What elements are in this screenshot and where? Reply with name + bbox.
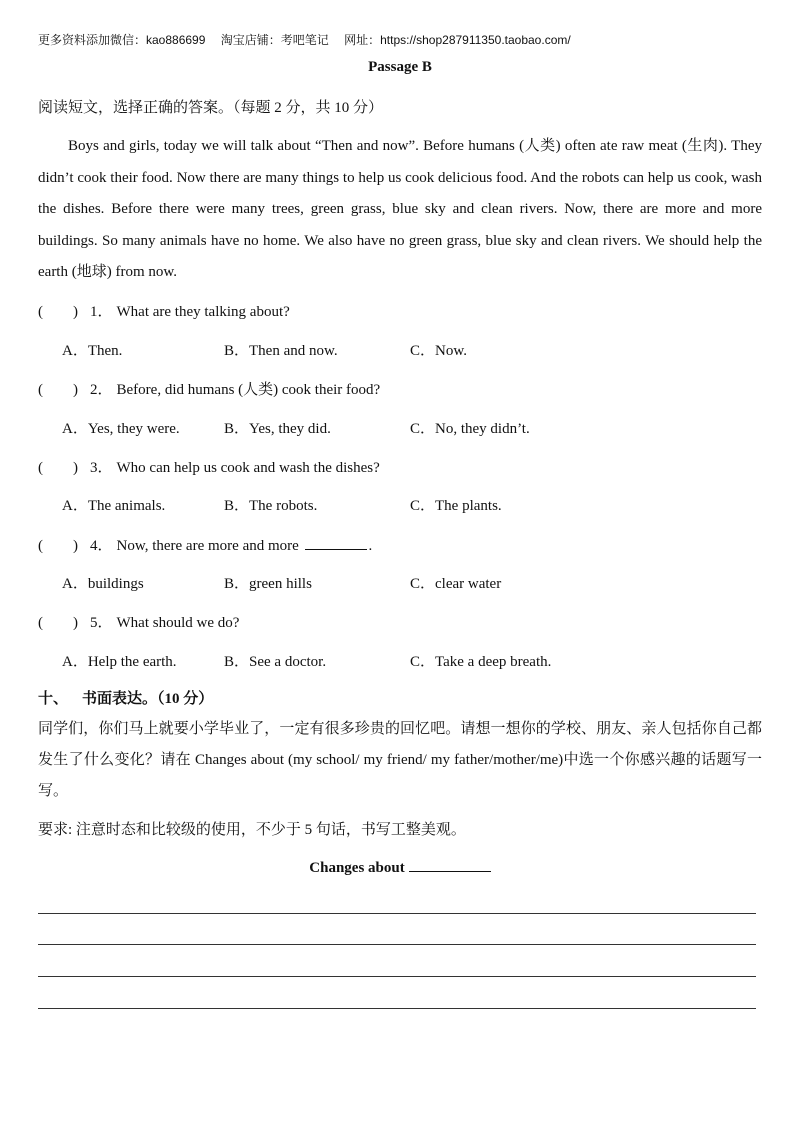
- question-number: 1．: [90, 304, 113, 320]
- writing-line[interactable]: [38, 1008, 756, 1009]
- option-b[interactable]: B．See a doctor.: [224, 654, 327, 670]
- answer-blank[interactable]: ( ): [38, 460, 78, 476]
- answer-blank[interactable]: ( ): [38, 382, 78, 398]
- question-text-end: .: [368, 538, 373, 554]
- writing-title: [0, 857, 800, 877]
- option-b[interactable]: B．Yes, they did.: [224, 421, 331, 437]
- question-3: [38, 456, 380, 477]
- option-c[interactable]: C．Now.: [410, 343, 467, 359]
- passage-body: Boys and girls, today we will talk about “Then and now”. Before humans (人类) often ate raw meat (生肉). They didn’t cook their food. Now there are many things to help us cook delicious food. And the robots can help us cook, wash the dishes. Before there were many trees, green grass, blue sky and clean rivers. Now, there are more and more buildings. So many animals have no home. We also have no green grass, blue sky and clean rivers. We should help the earth (地球) from now.: [38, 138, 762, 280]
- answer-blank[interactable]: ( ): [38, 304, 78, 320]
- question-number: 3．: [90, 460, 113, 476]
- question-2: [38, 378, 380, 399]
- option-c[interactable]: C．No, they didn’t.: [410, 421, 530, 437]
- header-contact: 更多资料添加微信：kao886699: [38, 33, 206, 47]
- title-blank[interactable]: [409, 857, 491, 872]
- passage-instruction: 阅读短文，选择正确的答案。（每题 2 分，共 10 分）: [38, 100, 384, 116]
- option-a[interactable]: A．Then.: [62, 343, 123, 359]
- writing-prompt: 同学们，你们马上就要小学毕业了，一定有很多珍贵的回忆吧。请想一想你的学校、朋友、亲人包括你自己都发生了什么变化？请在 Changes about (my school/ my friend/ my father/mother/me)中选一个你感兴趣的话题写一写。: [38, 721, 762, 799]
- question-text: Before, did humans (人类) cook their food?: [116, 382, 381, 398]
- writing-requirement: 要求: 注意时态和比较级的使用，不少于 5 句话，书写工整美观。: [38, 822, 466, 838]
- question-4: [38, 534, 372, 555]
- section-number: 十、: [38, 691, 69, 707]
- option-a[interactable]: A．buildings: [62, 576, 144, 592]
- fill-in-blank[interactable]: [305, 536, 367, 550]
- answer-blank[interactable]: ( ): [38, 615, 78, 631]
- passage-title: Passage B: [368, 59, 432, 75]
- question-number: 2．: [90, 382, 113, 398]
- option-a[interactable]: A．The animals.: [62, 498, 166, 514]
- writing-title-text: Changes about: [309, 860, 405, 876]
- answer-blank[interactable]: ( ): [38, 538, 78, 554]
- option-b[interactable]: B．The robots.: [224, 498, 318, 514]
- page-header: [38, 31, 583, 48]
- question-text: What are they talking about?: [116, 304, 290, 320]
- question-5: [38, 611, 239, 632]
- question-text: Who can help us cook and wash the dishes?: [116, 460, 380, 476]
- question-number: 4．: [90, 538, 113, 554]
- writing-line[interactable]: [38, 944, 756, 945]
- question-text: Now, there are more and more: [116, 538, 299, 554]
- option-c[interactable]: C．clear water: [410, 576, 502, 592]
- option-b[interactable]: B．green hills: [224, 576, 312, 592]
- question-1: [38, 300, 290, 321]
- writing-line[interactable]: [38, 976, 756, 977]
- option-c[interactable]: C．Take a deep breath.: [410, 654, 552, 670]
- writing-section-heading: [38, 687, 213, 708]
- option-c[interactable]: C．The plants.: [410, 498, 502, 514]
- option-a[interactable]: A．Yes, they were.: [62, 421, 180, 437]
- header-site-link[interactable]: 网址：https://shop287911350.taobao.com/: [344, 33, 571, 47]
- header-shop: 淘宝店铺：考吧笔记: [220, 33, 329, 47]
- writing-line[interactable]: [38, 913, 756, 914]
- option-b[interactable]: B．Then and now.: [224, 343, 338, 359]
- question-text: What should we do?: [116, 615, 240, 631]
- question-number: 5．: [90, 615, 113, 631]
- option-a[interactable]: A．Help the earth.: [62, 654, 177, 670]
- section-title: 书面表达。（10 分）: [82, 691, 214, 707]
